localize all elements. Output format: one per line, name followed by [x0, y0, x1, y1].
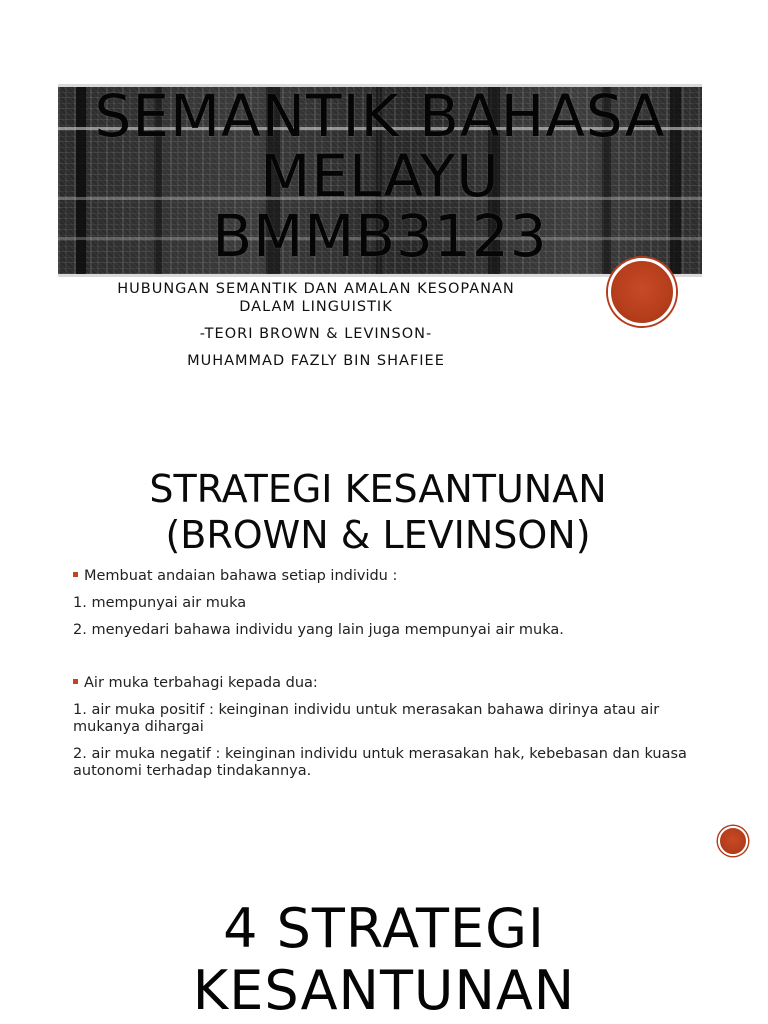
list-item: 2. air muka negatif : keinginan individu untuk merasakan hak, kebebasan dan kuasa autonomi terhadap tindakannya.: [73, 746, 687, 779]
bullet-andaian: [73, 568, 713, 585]
slide-strategi: [0, 440, 768, 860]
decorative-circle-icon: [718, 826, 748, 856]
decorative-circle-icon: [608, 258, 676, 326]
title-line-2: MELAYU: [260, 142, 500, 210]
slide2-body: [73, 568, 713, 780]
slide2-title: [40, 466, 716, 558]
author-name: MUHAMMAD FAZLY BIN SHAFIEE: [187, 353, 445, 369]
slide3-title-line-1: 4 STRATEGI: [223, 897, 545, 960]
slide3-title: [40, 898, 728, 1022]
bullet-andaian-text: Membuat andaian bahawa setiap individu :: [84, 568, 398, 584]
slide1-subtitle: [82, 280, 550, 370]
list-item: 1. air muka positif : keinginan individu untuk merasakan bahawa dirinya atau air mukanya dihargai: [73, 702, 660, 735]
title-line-1: SEMANTIK BAHASA: [94, 82, 666, 150]
slide3-title-line-2: KESANTUNAN: [192, 959, 576, 1022]
list-item: 1. mempunyai air muka: [73, 595, 247, 611]
slide1-title: [58, 82, 702, 270]
title-line-3: BMMB3123: [212, 202, 548, 270]
slide2-title-line-2: (BROWN & LEVINSON): [165, 513, 591, 557]
bullet-air-muka: [73, 675, 713, 692]
bullet-air-muka-text: Air muka terbahagi kepada dua:: [84, 675, 318, 691]
slide2-title-line-1: STRATEGI KESANTUNAN: [149, 467, 607, 511]
subtitle-line-2: DALAM LINGUISTIK: [239, 299, 393, 315]
theory-label: -TEORI BROWN & LEVINSON-: [199, 326, 433, 342]
list-item: 2. menyedari bahawa individu yang lain juga mempunyai air muka.: [73, 622, 564, 638]
subtitle-line-1: HUBUNGAN SEMANTIK DAN AMALAN KESOPANAN: [117, 281, 515, 297]
slide-title: [0, 0, 768, 400]
